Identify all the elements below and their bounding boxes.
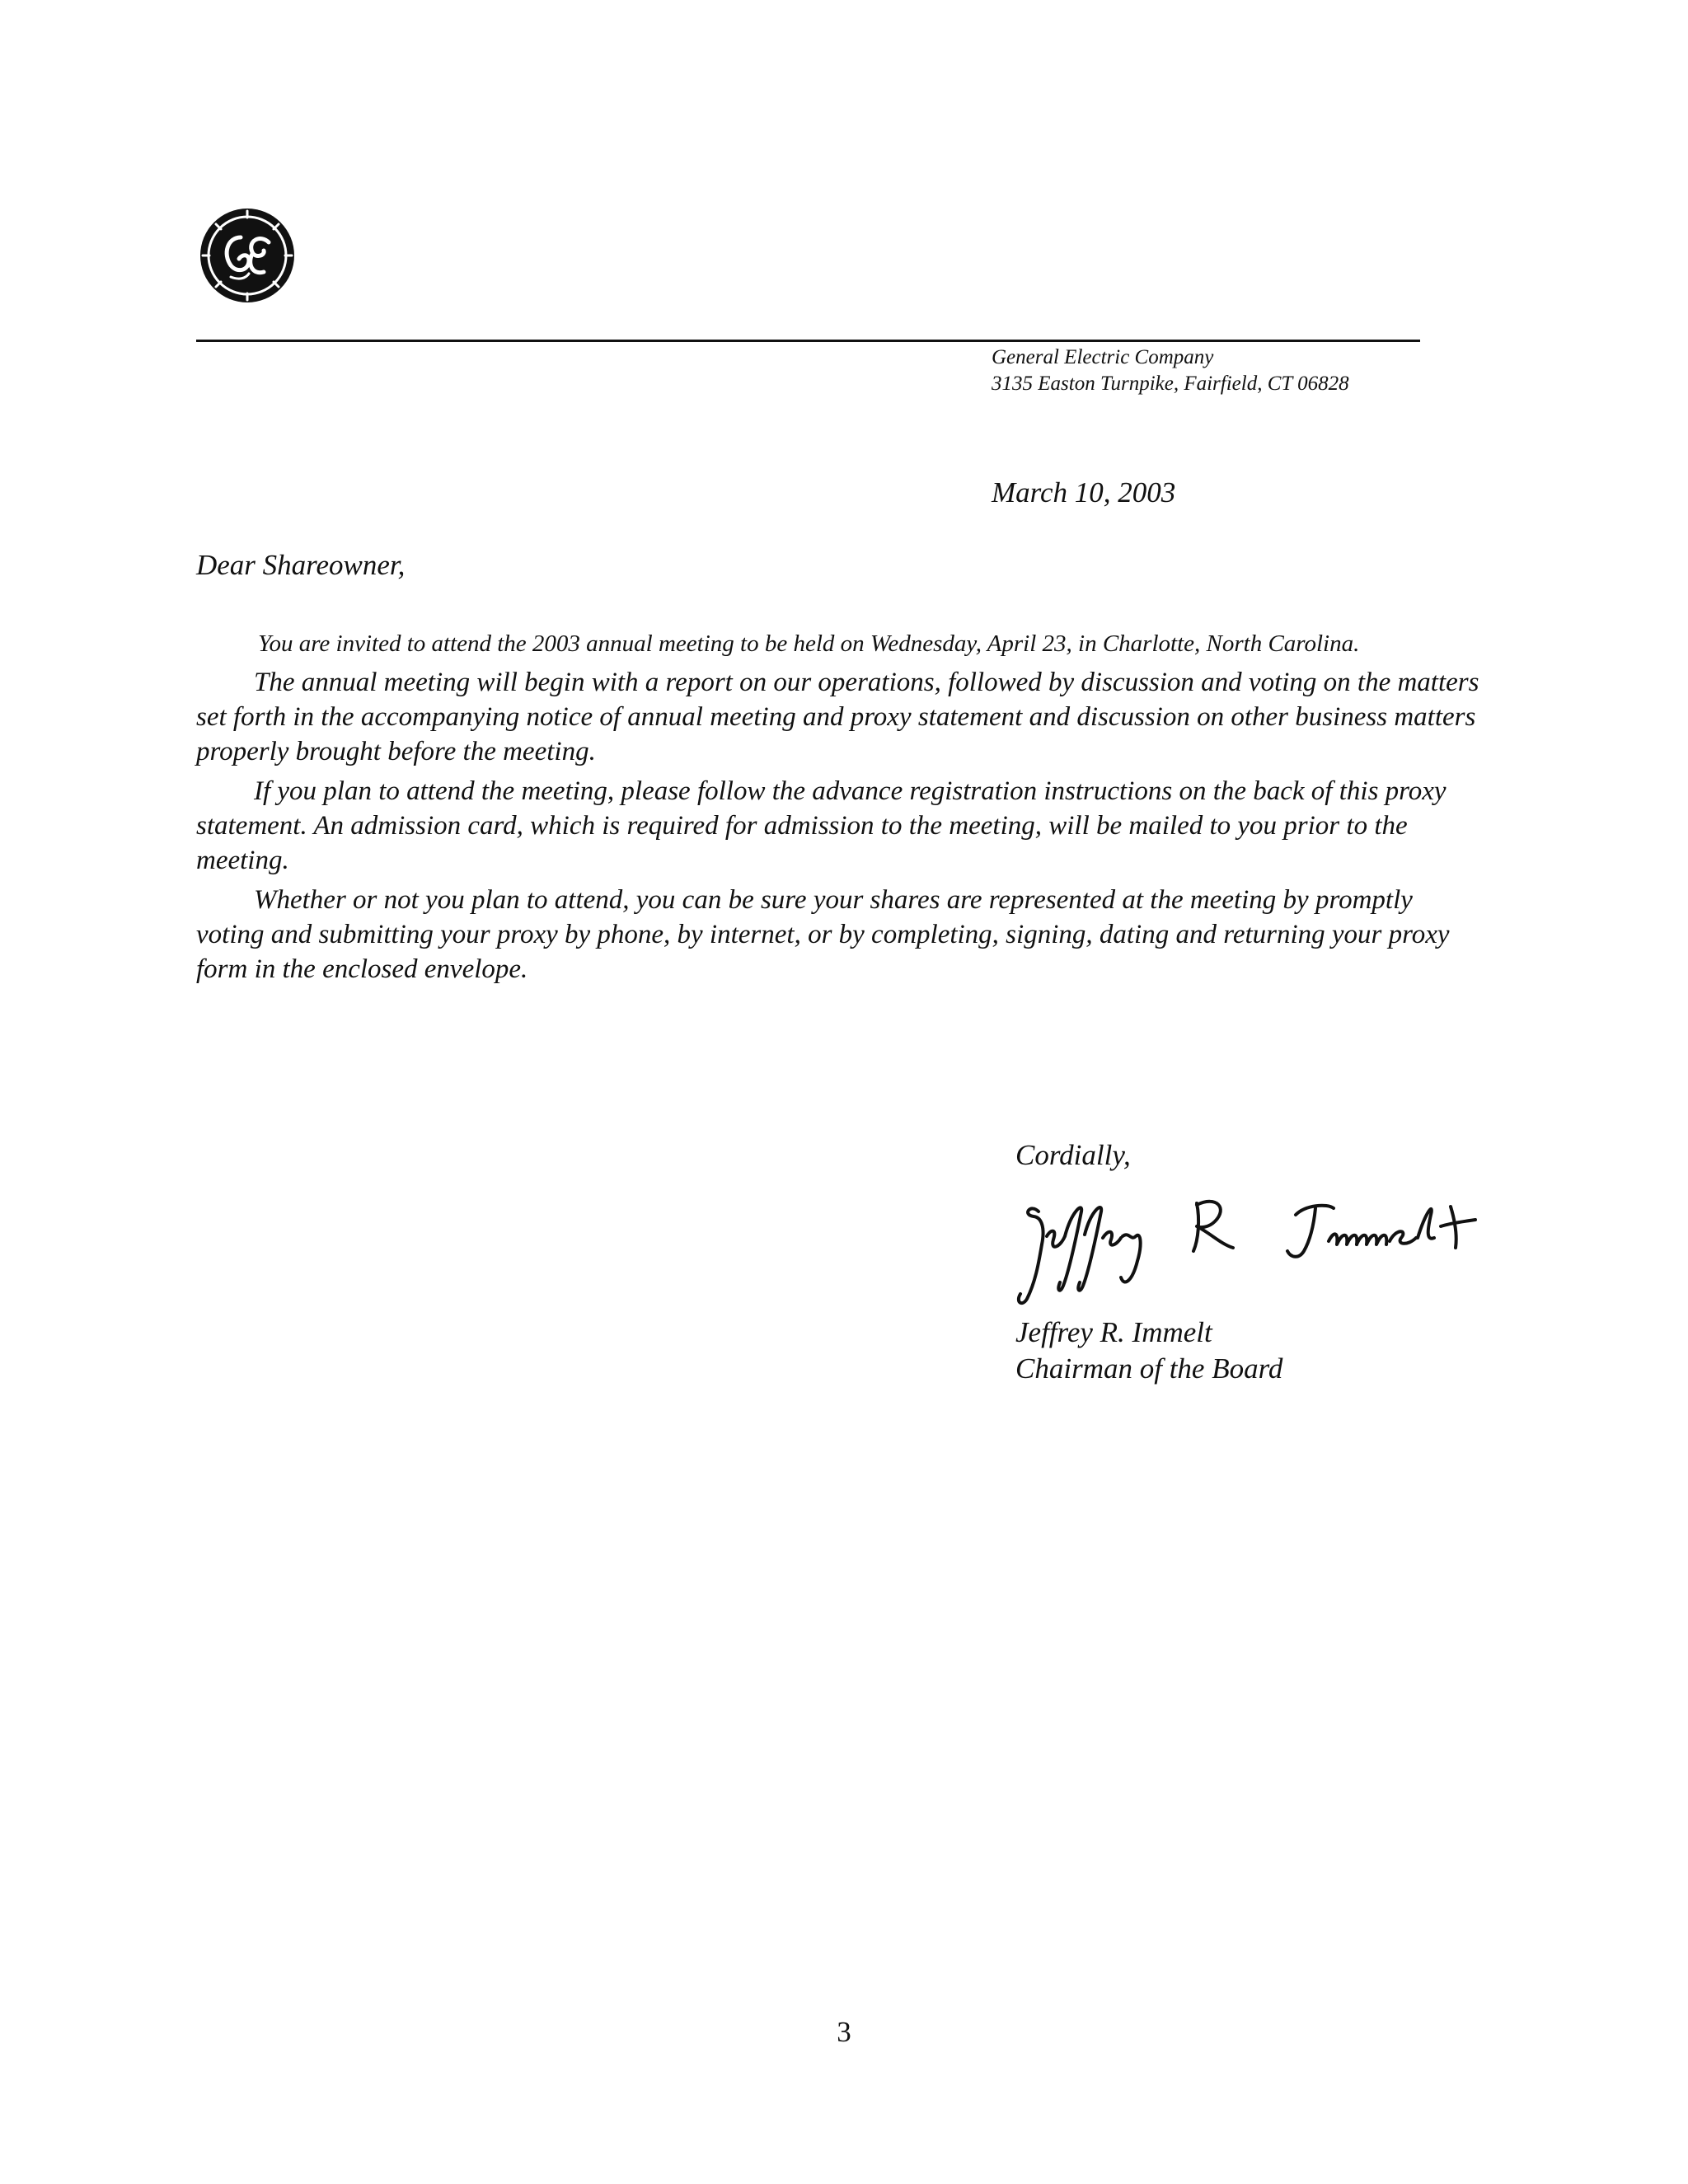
paragraph-registration: If you plan to attend the meeting, please follow the advance registration instructions on the back of this proxy statement. An admission card, which is required for admission to the meeting, will be mailed to you prior to the meeting. xyxy=(196,776,1447,875)
signer-block xyxy=(1015,1315,1282,1387)
ge-logo-icon xyxy=(198,206,297,305)
letterhead-address-block xyxy=(992,344,1349,397)
company-name: General Electric Company xyxy=(992,346,1214,368)
letter-body xyxy=(196,628,1482,987)
signature-icon xyxy=(1006,1179,1492,1310)
paragraph-agenda: The annual meeting will begin with a report on our operations, followed by discussion and voting on the matters set forth in the accompanying notice of annual meeting and proxy statement and discussion on other business matters properly brought before the meeting. xyxy=(196,668,1479,766)
letter-date: March 10, 2003 xyxy=(992,476,1176,509)
paragraph-invitation: You are invited to attend the 2003 annual meeting to be held on Wednesday, April 23, in Charlotte, North Carolina. xyxy=(258,630,1360,657)
closing: Cordially, xyxy=(1015,1139,1131,1171)
salutation: Dear Shareowner, xyxy=(196,549,406,581)
letterhead-divider xyxy=(196,340,1420,342)
signer-title: Chairman of the Board xyxy=(1015,1352,1283,1385)
signer-name: Jeffrey R. Immelt xyxy=(1015,1316,1212,1348)
company-address: 3135 Easton Turnpike, Fairfield, CT 06828 xyxy=(992,373,1349,395)
paragraph-proxy-voting: Whether or not you plan to attend, you can be sure your shares are represented at the meeting by promptly voting and submitting your proxy by phone, by internet, or by completing, signing, dating and returning your proxy form in the enclosed envelope. xyxy=(196,885,1450,984)
page-number: 3 xyxy=(837,2016,851,2048)
